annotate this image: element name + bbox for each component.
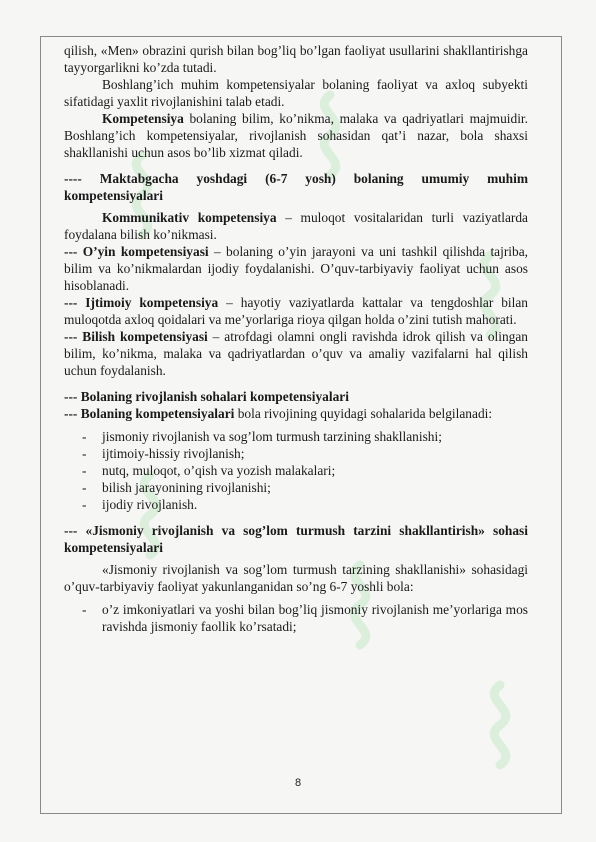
paragraph-cognitive: --- Bilish kompetensiyasi – atrofdagi olamni ongli ravishda idrok qilish va olingan bilim, ko’nikma, malaka va qadriyatlardan o’quv va amaliy vazifalarni hal qilish uchun foydalanish.	[64, 329, 528, 378]
page-body	[64, 42, 528, 635]
heading-physical-development: --- «Jismoniy rivojlanish va sog’lom turmush tarzini shakllantirish» sohasi kompetensiyalari	[64, 523, 528, 555]
list-item: - bilish jarayonining rivojlanishi;	[82, 480, 271, 495]
development-areas-list	[64, 428, 528, 513]
heading-general-competencies: ---- Maktabgacha yoshdagi (6-7 yosh) bolaning umumiy muhim kompetensiyalari	[64, 171, 528, 203]
paragraph-key-competencies: Boshlang’ich muhim kompetensiyalar bolaning faoliyat va axloq subyekti sifatidagi yaxlit rivojlanishini talab etadi.	[64, 77, 528, 109]
paragraph-communicative: Kommunikativ kompetensiya – muloqot vositalaridan turli vaziyatlarda foydalana bilish ko’nikmasi.	[64, 210, 528, 242]
list-item: - o’z imkoniyatlari va yoshi bilan bog’liq jismoniy rivojlanish me’yorlariga mos ravishda jismoniy faollik ko’rsatadi;	[82, 602, 528, 634]
physical-outcomes-list	[64, 601, 528, 635]
heading-development-areas: --- Bolaning rivojlanish sohalari kompetensiyalari	[64, 389, 349, 404]
term-kompetensiya: Kompetensiya	[102, 111, 184, 126]
paragraph-continuation: qilish, «Men» obrazini qurish bilan bog’liq bo’lgan faoliyat usullarini shakllantirishga tayyorgarlikni ko’zda tutadi.	[64, 43, 528, 75]
paragraph-play: --- O’yin kompetensiyasi – bolaning o’yin jarayoni va uni tashkil qilishda tajriba, bilim va ko’nikmalardan ijodiy foydalanishi. O’quv-tarbiyaviy faoliyat uchun asos hisoblanadi.	[64, 244, 528, 293]
list-item: - jismoniy rivojlanish va sog’lom turmush tarzining shakllanishi;	[82, 429, 442, 444]
paragraph-child-competencies: --- Bolaning kompetensiyalari bola rivojining quyidagi sohalarida belgilanadi:	[64, 406, 493, 421]
list-item: - ijodiy rivojlanish.	[82, 497, 198, 512]
paragraph-social: --- Ijtimoiy kompetensiya – hayotiy vaziyatlarda kattalar va tengdoshlar bilan muloqotda axloq qoidalari va me’yorlariga rioya qilgan holda o’zini tutish mahorati.	[64, 295, 528, 327]
paragraph-physical-outcomes: «Jismoniy rivojlanish va sog’lom turmush tarzining shakllanishi» sohasidagi o’quv-tarbiyaviy faoliyat yakunlanganidan so’ng 6-7 yoshli bola:	[64, 562, 528, 594]
list-item: - ijtimoiy-hissiy rivojlanish;	[82, 446, 245, 461]
list-item: - nutq, muloqot, o’qish va yozish malakalari;	[82, 463, 336, 478]
page-number: 8	[294, 777, 302, 789]
paragraph-competence-definition: Kompetensiya bolaning bilim, ko’nikma, malaka va qadriyatlari majmuidir. Boshlang’ich kompetensiyalar, rivojlanish sohasidan qat’i nazar, bola shaxsi shakllanishi uchun asos bo’lib xizmat qiladi.	[64, 111, 528, 160]
